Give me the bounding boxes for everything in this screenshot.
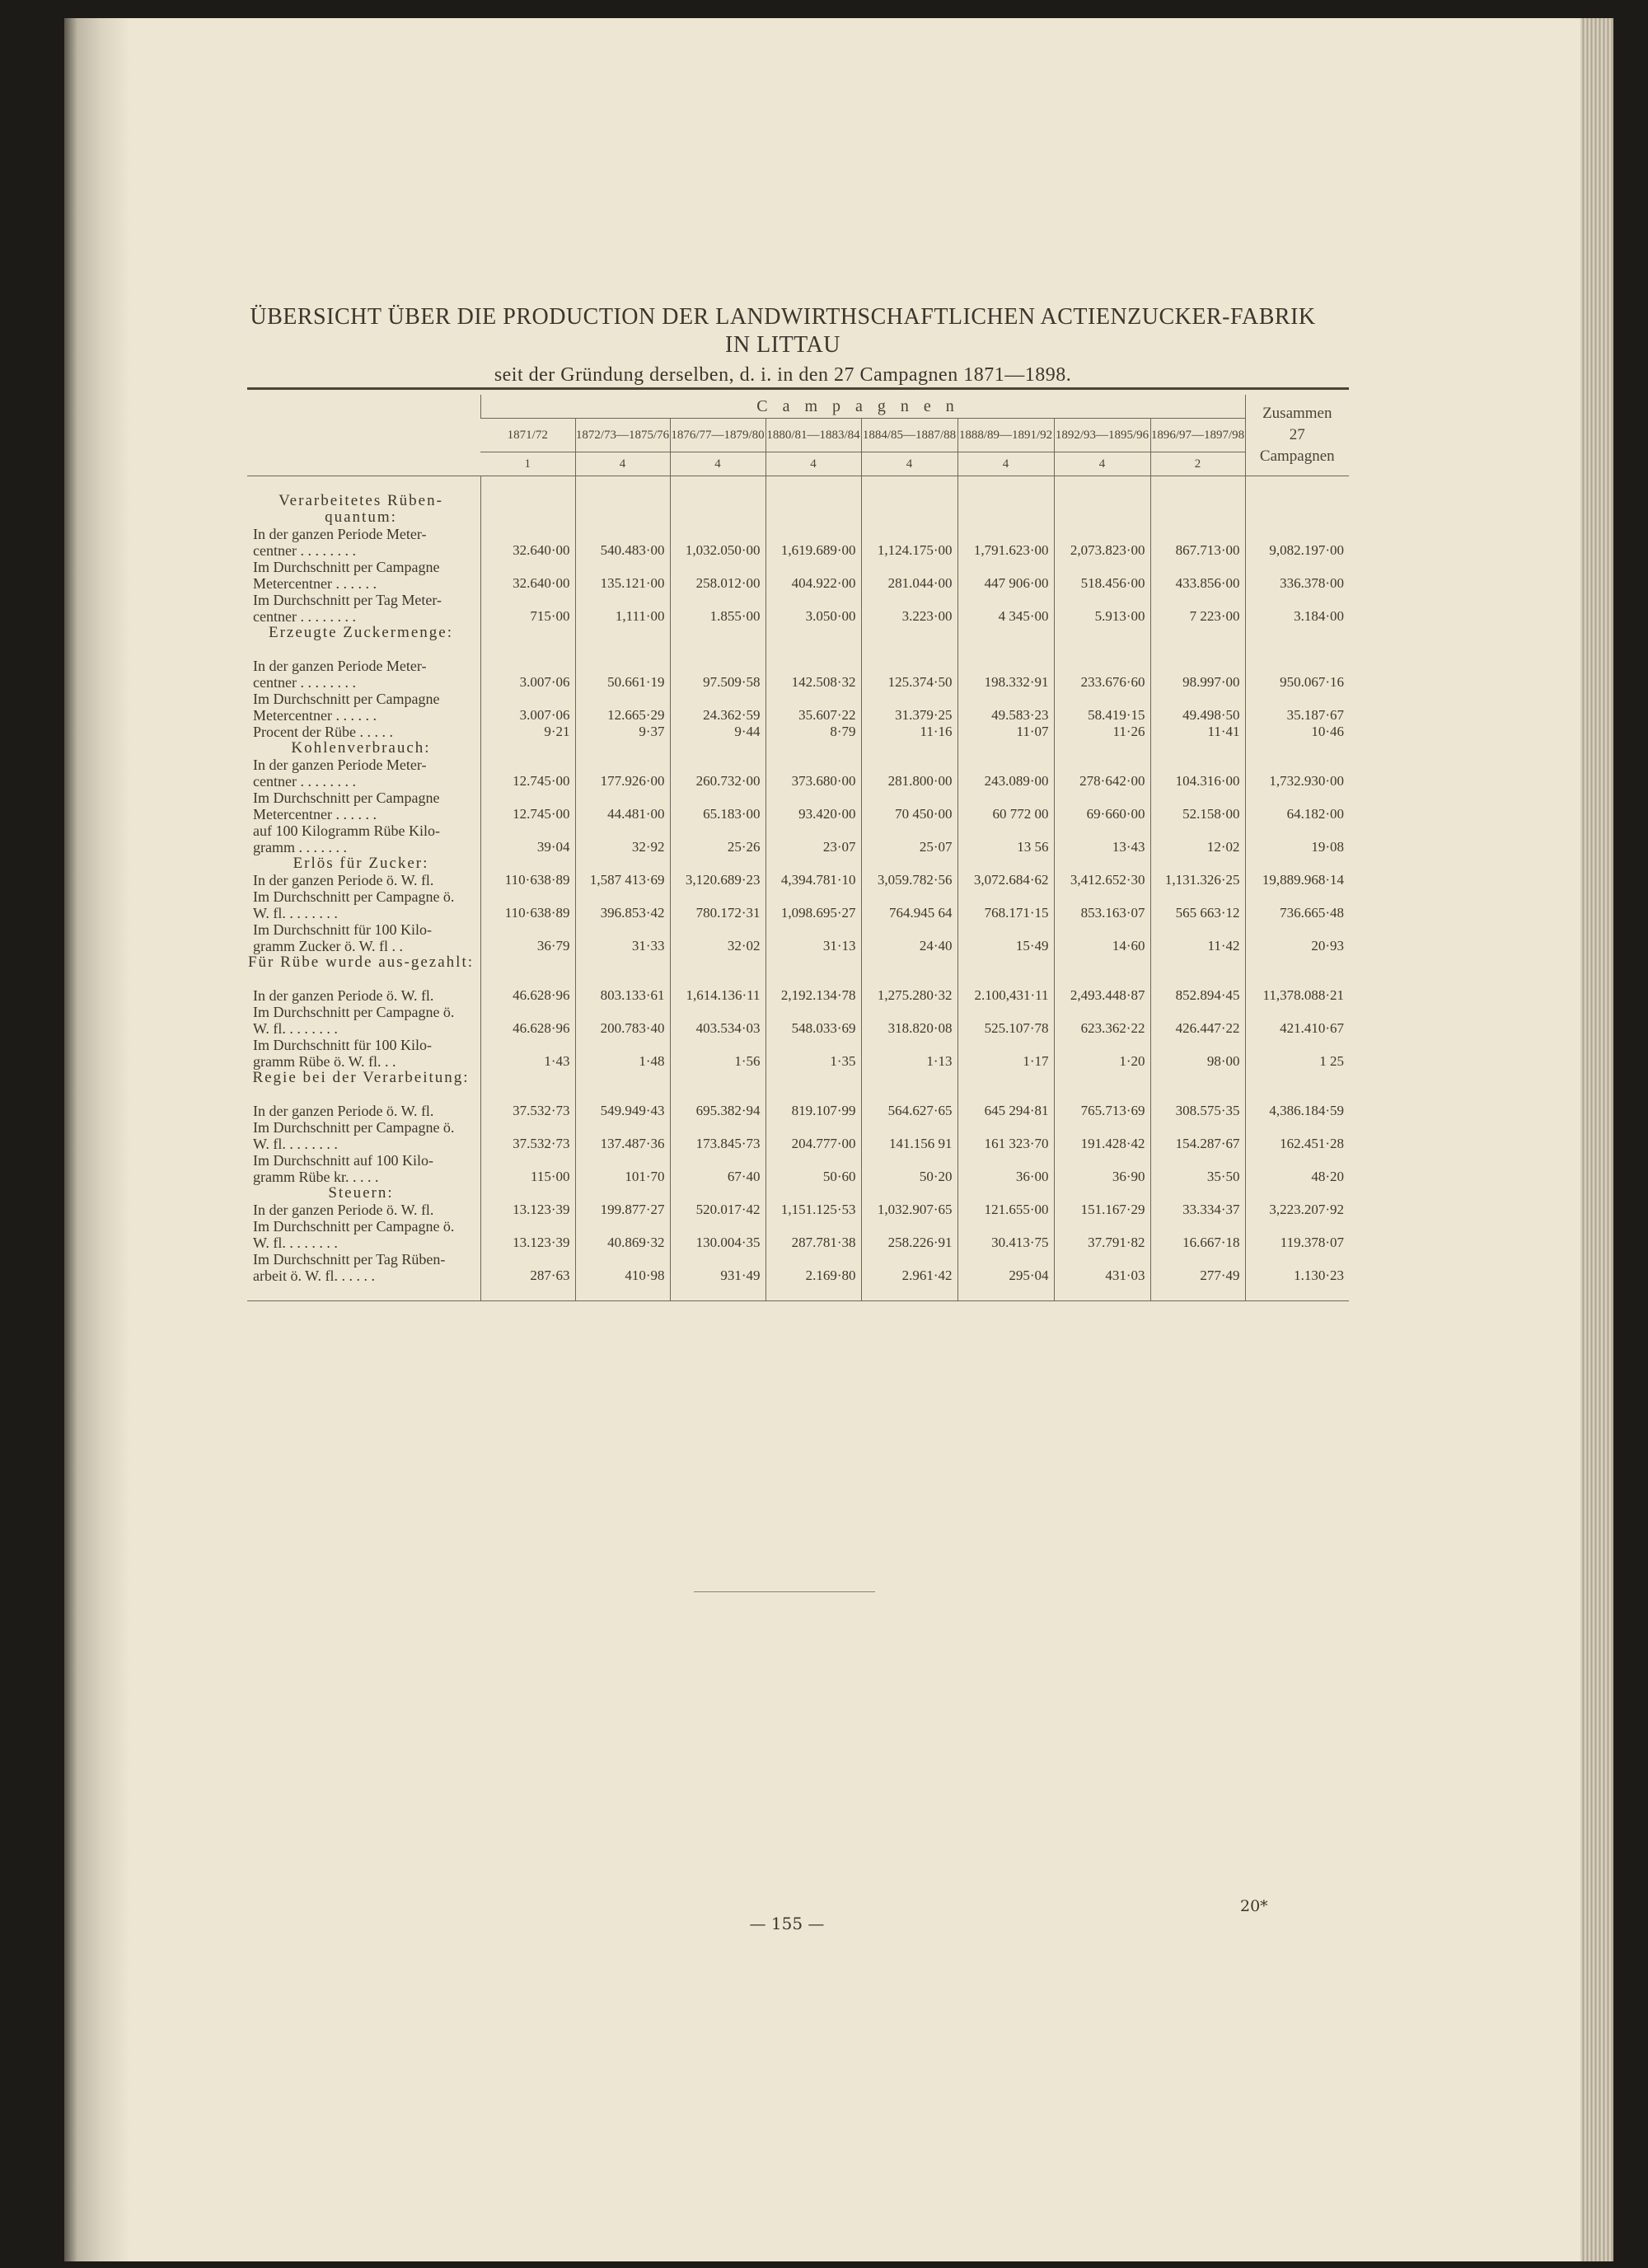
row-label: Im Durchschnitt per Tag Rüben-arbeit ö. W. fl. . . . . . xyxy=(253,1251,446,1284)
table-cell: 5.913·00 xyxy=(1094,608,1145,624)
table-cell: 162.451·28 xyxy=(1280,1136,1345,1151)
table-cell: 65.183·00 xyxy=(703,806,761,822)
table-cell: 69·660·00 xyxy=(1086,806,1145,822)
table-cell: 154.287·67 xyxy=(1175,1136,1240,1151)
table-cell: 10·46 xyxy=(1311,724,1345,739)
row-labels-column xyxy=(247,476,480,1301)
table-cell: 447 906·00 xyxy=(984,575,1049,591)
table-cell: 67·40 xyxy=(727,1169,761,1184)
total-header-line-2: 27 xyxy=(1289,426,1305,443)
table-cell: 9·37 xyxy=(639,724,665,739)
column-period-7: 1892/93—1895/96 xyxy=(1054,419,1150,452)
table-cell: 1·17 xyxy=(1023,1053,1049,1069)
table-cell: 233.676·60 xyxy=(1080,674,1145,690)
table-cell: 115·00 xyxy=(530,1169,570,1184)
table-cell: 11·42 xyxy=(1207,938,1240,954)
table-cell: 48·20 xyxy=(1311,1169,1345,1184)
column-count-4: 4 xyxy=(765,452,861,476)
table-cell: 25·26 xyxy=(727,839,761,855)
table-cell: 60 772 00 xyxy=(992,806,1049,822)
table-cell: 177.926·00 xyxy=(600,773,665,789)
table-cell: 9,082.197·00 xyxy=(1269,542,1345,558)
row-label: In der ganzen Periode ö. W. fl. xyxy=(253,872,434,888)
table-cell: 12.745·00 xyxy=(513,773,570,789)
printer-signature: 20* xyxy=(1240,1897,1268,1915)
table-cell: 8·79 xyxy=(830,724,856,739)
table-cell: 104.316·00 xyxy=(1175,773,1240,789)
table-cell: 695.382·94 xyxy=(695,1103,761,1118)
table-cell: 2.169·80 xyxy=(805,1268,856,1283)
values-column-6 xyxy=(957,476,1054,1301)
table-cell: 548.033·69 xyxy=(791,1020,856,1036)
table-cell: 260.732·00 xyxy=(695,773,761,789)
table-cell: 11,378.088·21 xyxy=(1262,987,1345,1003)
table-cell: 32·02 xyxy=(727,938,761,954)
table-cell: 98·00 xyxy=(1206,1053,1240,1069)
table-cell: 49.583·23 xyxy=(991,707,1049,723)
table-cell: 565 663·12 xyxy=(1175,905,1240,921)
table-cell: 37.791·82 xyxy=(1088,1235,1145,1250)
table-cell: 4,394.781·10 xyxy=(780,872,856,888)
table-cell: 12.665·29 xyxy=(607,707,665,723)
table-cell: 161 323·70 xyxy=(984,1136,1049,1151)
table-cell: 1,131.326·25 xyxy=(1164,872,1240,888)
table-cell: 36·90 xyxy=(1112,1169,1145,1184)
column-count-1: 1 xyxy=(480,452,575,476)
table-cell: 110·638·89 xyxy=(504,872,570,888)
row-label: Im Durchschnitt per Campagne Metercentner . . . . . . xyxy=(253,790,440,822)
table-cell: 19,889.968·14 xyxy=(1262,872,1345,888)
table-cell: 853.163·07 xyxy=(1080,905,1145,921)
table-cell: 3.007·06 xyxy=(519,707,570,723)
table-cell: 1,275.280·32 xyxy=(877,987,953,1003)
table-cell: 32.640·00 xyxy=(513,575,570,591)
table-cell: 24·40 xyxy=(919,938,953,954)
table-cell: 3,059.782·56 xyxy=(877,872,953,888)
table-cell: 520.017·42 xyxy=(695,1202,761,1217)
table-cell: 1,619.689·00 xyxy=(780,542,856,558)
table-cell: 7 223·00 xyxy=(1189,608,1240,624)
table-cell: 3.007·06 xyxy=(519,674,570,690)
table-cell: 278·642·00 xyxy=(1079,773,1145,789)
table-cell: 764.945 64 xyxy=(889,905,953,921)
values-column-5 xyxy=(861,476,957,1301)
title-subtitle: seit der Gründung derselben, d. i. in den 27 Campagnen 1871—1898. xyxy=(494,364,1072,386)
table-cell: 1,791.623·00 xyxy=(973,542,1049,558)
table-cell: 121.655·00 xyxy=(984,1202,1049,1217)
table-cell: 3.223·00 xyxy=(901,608,953,624)
table-cell: 35.607·22 xyxy=(798,707,856,723)
production-table xyxy=(247,395,1349,1301)
table-cell: 318.820·08 xyxy=(887,1020,953,1036)
column-period-3: 1876/77—1879/80 xyxy=(670,419,765,452)
table-cell: 1·56 xyxy=(734,1053,761,1069)
table-cell: 518.456·00 xyxy=(1080,575,1145,591)
row-label: In der ganzen Periode Meter-centner . . . . . . . . xyxy=(253,658,427,691)
row-label: Im Durchschnitt per Tag Meter-centner . . . . . . . . xyxy=(253,592,442,625)
table-cell: 32·92 xyxy=(631,839,665,855)
table-cell: 1,098.695·27 xyxy=(780,905,856,921)
table-cell: 819.107·99 xyxy=(791,1103,856,1118)
column-period-1: 1871/72 xyxy=(480,419,575,452)
table-cell: 204.777·00 xyxy=(791,1136,856,1151)
column-period-8: 1896/97—1897/98 xyxy=(1150,419,1245,452)
row-label: In der ganzen Periode ö. W. fl. xyxy=(253,987,434,1004)
table-cell: 93.420·00 xyxy=(798,806,856,822)
table-cell: 49.498·50 xyxy=(1182,707,1240,723)
title-line-1: ÜBERSICHT ÜBER DIE PRODUCTION DER LANDWIRTHSCHAFTLICHEN ACTIENZUCKER-FABRIK xyxy=(250,304,1316,330)
table-cell: 30.413·75 xyxy=(991,1235,1049,1250)
section-heading: Verarbeitetes Rüben-quantum: xyxy=(279,492,443,526)
table-cell: 110·638·89 xyxy=(504,905,570,921)
table-cell: 1,587 413·69 xyxy=(589,872,665,888)
table-cell: 97.509·58 xyxy=(703,674,761,690)
table-cell: 31.379·25 xyxy=(895,707,953,723)
table-cell: 40.869·32 xyxy=(607,1235,665,1250)
column-period-4: 1880/81—1883/84 xyxy=(765,419,861,452)
table-cell: 803.133·61 xyxy=(600,987,665,1003)
table-cell: 98.997·00 xyxy=(1182,674,1240,690)
section-heading: Erzeugte Zuckermenge: xyxy=(269,624,453,641)
column-count-3: 4 xyxy=(670,452,765,476)
section-heading: Steuern: xyxy=(328,1184,394,1202)
table-cell: 287·63 xyxy=(530,1268,570,1283)
table-cell: 50·20 xyxy=(919,1169,953,1184)
row-label: Procent der Rübe . . . . . xyxy=(253,724,393,740)
table-cell: 2.100,431·11 xyxy=(974,987,1049,1003)
table-cell: 52.158·00 xyxy=(1182,806,1240,822)
table-cell: 277·49 xyxy=(1200,1268,1240,1283)
row-label: Im Durchschnitt auf 100 Kilo-gramm Rübe kr. . . . . xyxy=(253,1152,433,1185)
section-heading: Erlös für Zucker: xyxy=(293,855,429,872)
table-cell: 13 56 xyxy=(1017,839,1049,855)
table-cell: 23·07 xyxy=(822,839,856,855)
total-header-line-1: Zusammen xyxy=(1262,405,1332,422)
page-edges xyxy=(1580,18,1613,2261)
table-cell: 199.877·27 xyxy=(600,1202,665,1217)
values-column-3 xyxy=(670,476,765,1301)
table-cell: 25·07 xyxy=(919,839,953,855)
row-label: In der ganzen Periode ö. W. fl. xyxy=(253,1202,434,1218)
table-cell: 20·93 xyxy=(1311,938,1345,954)
table-cell: 243.089·00 xyxy=(984,773,1049,789)
footer-rule xyxy=(694,1591,875,1592)
table-cell: 281.044·00 xyxy=(887,575,953,591)
column-count-6: 4 xyxy=(957,452,1054,476)
values-column-2 xyxy=(575,476,670,1301)
table-cell: 403.534·03 xyxy=(695,1020,761,1036)
table-cell: 64.182·00 xyxy=(1286,806,1345,822)
table-cell: 564.627·65 xyxy=(887,1103,953,1118)
column-period-6: 1888/89—1891/92 xyxy=(957,419,1054,452)
table-cell: 549.949·43 xyxy=(600,1103,665,1118)
table-cell: 151.167·29 xyxy=(1080,1202,1145,1217)
table-cell: 46.628·96 xyxy=(513,1020,570,1036)
table-cell: 645 294·81 xyxy=(984,1103,1049,1118)
table-cell: 12·02 xyxy=(1206,839,1240,855)
row-label: In der ganzen Periode Meter-centner . . . . . . . . xyxy=(253,526,427,559)
table-cell: 44.481·00 xyxy=(607,806,665,822)
table-cell: 768.171·15 xyxy=(984,905,1049,921)
table-cell: 19·08 xyxy=(1311,839,1345,855)
table-cell: 2.961·42 xyxy=(901,1268,953,1283)
table-cell: 50·60 xyxy=(822,1169,856,1184)
values-column-7 xyxy=(1054,476,1150,1301)
table-cell: 11·16 xyxy=(920,724,953,739)
table-cell: 37.532·73 xyxy=(513,1136,570,1151)
table-cell: 1,151.125·53 xyxy=(780,1202,856,1217)
table-cell: 46.628·96 xyxy=(513,987,570,1003)
table-cell: 258.226·91 xyxy=(887,1235,953,1250)
row-label: Im Durchschnitt per Campagne Metercentner . . . . . . xyxy=(253,559,440,592)
table-cell: 137.487·36 xyxy=(600,1136,665,1151)
row-label: Im Durchschnitt per Campagne ö. W. fl. . . . . . . . xyxy=(253,888,455,921)
table-cell: 623.362·22 xyxy=(1080,1020,1145,1036)
table-cell: 142.508·32 xyxy=(791,674,856,690)
table-cell: 1 25 xyxy=(1319,1053,1345,1069)
column-period-2: 1872/73—1875/76 xyxy=(575,419,670,452)
row-label: Im Durchschnitt für 100 Kilo-gramm Zucker ö. W. fl . . xyxy=(253,921,432,954)
row-label: Im Durchschnitt für 100 Kilo-gramm Rübe ö. W. fl. . . xyxy=(253,1037,432,1070)
table-cell: 1,032.050·00 xyxy=(685,542,761,558)
label-header-cell xyxy=(247,395,480,476)
table-cell: 404.922·00 xyxy=(791,575,856,591)
table-cell: 70 450·00 xyxy=(895,806,953,822)
table-cell: 31·33 xyxy=(631,938,665,954)
table-cell: 852.894·45 xyxy=(1175,987,1240,1003)
column-period-5: 1884/85—1887/88 xyxy=(861,419,957,452)
table-cell: 173.845·73 xyxy=(695,1136,761,1151)
section-heading: Kohlenverbrauch: xyxy=(291,739,431,757)
title-line-2: IN LITTAU xyxy=(725,332,840,358)
table-cell: 11·41 xyxy=(1207,724,1240,739)
table-cell: 125.374·50 xyxy=(887,674,953,690)
column-count-2: 4 xyxy=(575,452,670,476)
row-label: auf 100 Kilogramm Rübe Kilo-gramm . . . . . . . xyxy=(253,822,440,855)
table-cell: 141.156 91 xyxy=(889,1136,953,1151)
table-cell: 36·00 xyxy=(1015,1169,1049,1184)
table-top-rule xyxy=(247,387,1349,390)
table-cell: 525.107·78 xyxy=(984,1020,1049,1036)
table-cell: 33.334·37 xyxy=(1182,1202,1240,1217)
values-column-4 xyxy=(765,476,861,1301)
table-cell: 3,412.652·30 xyxy=(1070,872,1145,888)
table-cell: 426.447·22 xyxy=(1175,1020,1240,1036)
table-cell: 3,223.207·92 xyxy=(1269,1202,1345,1217)
table-cell: 58.419·15 xyxy=(1088,707,1145,723)
table-cell: 2,493.448·87 xyxy=(1070,987,1145,1003)
table-cell: 1·48 xyxy=(639,1053,665,1069)
table-cell: 540.483·00 xyxy=(600,542,665,558)
campagnen-header: Campagnen xyxy=(480,395,1245,419)
table-cell: 287.781·38 xyxy=(791,1235,856,1250)
row-label: In der ganzen Periode ö. W. fl. xyxy=(253,1103,434,1119)
table-cell: 31·13 xyxy=(822,938,856,954)
row-label: Im Durchschnitt per Campagne Metercentner . . . . . . xyxy=(253,691,440,724)
column-count-5: 4 xyxy=(861,452,957,476)
values-column-8 xyxy=(1150,476,1245,1301)
table-cell: 736.665·48 xyxy=(1280,905,1345,921)
table-cell: 2,192.134·78 xyxy=(780,987,856,1003)
row-label: In der ganzen Periode Meter-centner . . . . . . . . xyxy=(253,757,427,790)
row-label: Im Durchschnitt per Campagne ö. W. fl. . . . . . . . xyxy=(253,1119,455,1152)
page-number: — 155 — xyxy=(749,1914,825,1933)
table-cell: 410·98 xyxy=(625,1268,665,1283)
table-cell: 1·20 xyxy=(1119,1053,1145,1069)
table-cell: 119.378·07 xyxy=(1280,1235,1345,1250)
table-cell: 780.172·31 xyxy=(695,905,761,921)
document-title xyxy=(214,303,1351,387)
table-cell: 373.680·00 xyxy=(791,773,856,789)
column-count-7: 4 xyxy=(1054,452,1150,476)
table-cell: 765.713·69 xyxy=(1080,1103,1145,1118)
values-column-1 xyxy=(480,476,575,1301)
table-cell: 281.800·00 xyxy=(887,773,953,789)
table-cell: 1,614.136·11 xyxy=(686,987,761,1003)
table-cell: 396.853·42 xyxy=(600,905,665,921)
table-cell: 421.410·67 xyxy=(1280,1020,1345,1036)
table-cell: 431·03 xyxy=(1105,1268,1145,1283)
row-label: Im Durchschnitt per Campagne ö. W. fl. . . . . . . . xyxy=(253,1004,455,1037)
table-cell: 2,073.823·00 xyxy=(1070,542,1145,558)
table-cell: 135.121·00 xyxy=(600,575,665,591)
table-cell: 1·13 xyxy=(926,1053,953,1069)
table-cell: 3.050·00 xyxy=(805,608,856,624)
table-cell: 1,032.907·65 xyxy=(877,1202,953,1217)
table-cell: 101·70 xyxy=(625,1169,665,1184)
column-count-8: 2 xyxy=(1150,452,1245,476)
row-label: Im Durchschnitt per Campagne ö. W. fl. . . . . . . . xyxy=(253,1218,455,1251)
table-cell: 36·79 xyxy=(536,938,570,954)
table-cell: 191.428·42 xyxy=(1080,1136,1145,1151)
table-cell: 4,386.184·59 xyxy=(1269,1103,1345,1118)
table-cell: 14·60 xyxy=(1112,938,1145,954)
values-column-total xyxy=(1245,476,1349,1301)
table-cell: 15·49 xyxy=(1015,938,1049,954)
table-cell: 1.855·00 xyxy=(709,608,761,624)
table-cell: 35·50 xyxy=(1206,1169,1240,1184)
table-cell: 3,120.689·23 xyxy=(685,872,761,888)
table-cell: 1,732.930·00 xyxy=(1269,773,1345,789)
table-cell: 24.362·59 xyxy=(703,707,761,723)
table-cell: 950.067·16 xyxy=(1280,674,1345,690)
table-cell: 13.123·39 xyxy=(513,1202,570,1217)
total-header xyxy=(1245,395,1349,476)
table-cell: 39·04 xyxy=(536,839,570,855)
table-cell: 931·49 xyxy=(720,1268,761,1283)
table-cell: 37.532·73 xyxy=(513,1103,570,1118)
table-cell: 11·26 xyxy=(1112,724,1145,739)
table-cell: 715·00 xyxy=(530,608,570,624)
table-cell: 50.661·19 xyxy=(607,674,665,690)
table-cell: 308.575·35 xyxy=(1175,1103,1240,1118)
table-cell: 4 345·00 xyxy=(998,608,1049,624)
table-cell: 1,124.175·00 xyxy=(877,542,953,558)
table-cell: 13·43 xyxy=(1112,839,1145,855)
table-cell: 3.184·00 xyxy=(1294,608,1345,624)
table-cell: 336.378·00 xyxy=(1280,575,1345,591)
table-cell: 35.187·67 xyxy=(1286,707,1345,723)
table-cell: 867.713·00 xyxy=(1175,542,1240,558)
table-cell: 258.012·00 xyxy=(695,575,761,591)
table-cell: 198.332·91 xyxy=(984,674,1049,690)
table-cell: 3,072.684·62 xyxy=(973,872,1049,888)
book-spine-shadow xyxy=(64,18,130,2261)
table-cell: 11·07 xyxy=(1016,724,1049,739)
table-cell: 16.667·18 xyxy=(1182,1235,1240,1250)
table-cell: 12.745·00 xyxy=(513,806,570,822)
table-cell: 9·44 xyxy=(734,724,761,739)
table-cell: 200.783·40 xyxy=(600,1020,665,1036)
table-cell: 1,111·00 xyxy=(615,608,665,624)
table-cell: 1·35 xyxy=(830,1053,856,1069)
table-cell: 1·43 xyxy=(544,1053,570,1069)
table-cell: 433.856·00 xyxy=(1175,575,1240,591)
table-cell: 295·04 xyxy=(1009,1268,1049,1283)
table-cell: 9·21 xyxy=(544,724,570,739)
section-heading: Regie bei der Verarbeitung: xyxy=(252,1069,470,1086)
section-heading: Für Rübe wurde aus-gezahlt: xyxy=(247,954,475,971)
total-header-line-3: Campagnen xyxy=(1259,448,1335,465)
table-cell: 13.123·39 xyxy=(513,1235,570,1250)
table-cell: 32.640·00 xyxy=(513,542,570,558)
table-cell: 1.130·23 xyxy=(1294,1268,1345,1283)
table-cell: 130.004·35 xyxy=(695,1235,761,1250)
